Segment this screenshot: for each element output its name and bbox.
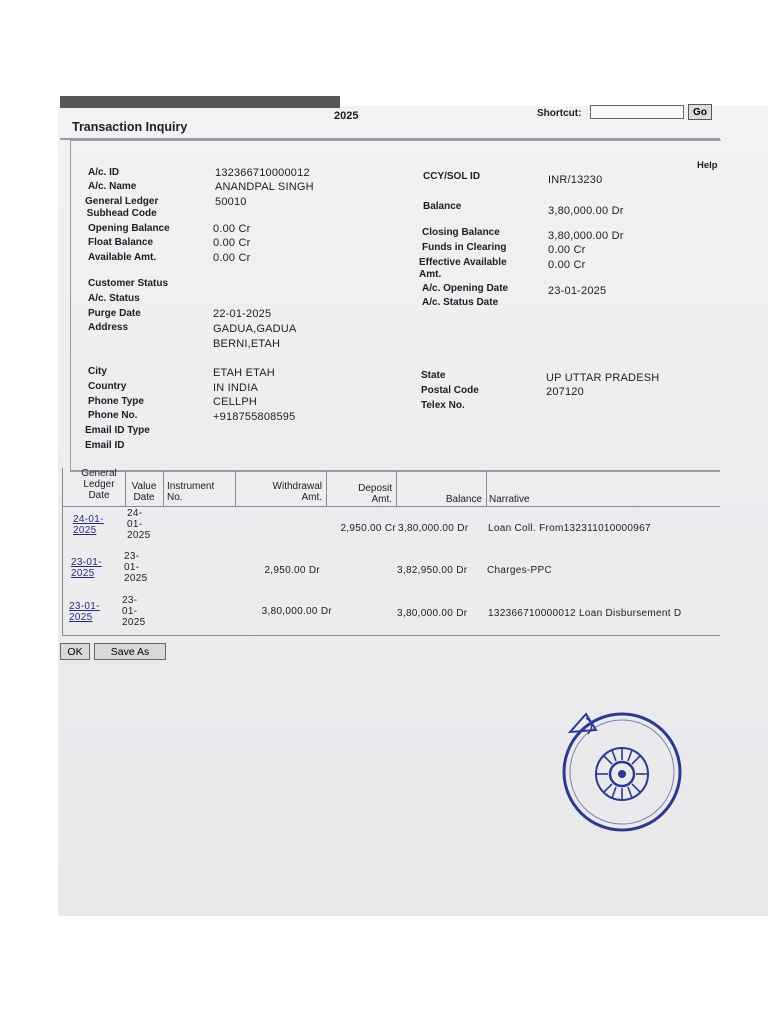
value-funds-in-clearing: 0.00 Cr <box>548 244 586 256</box>
withdrawal-amt: 2,950.00 Dr <box>264 565 320 576</box>
value-closing-balance: 3,80,000.00 Dr <box>548 230 624 242</box>
balance-amt: 3,82,950.00 Dr <box>397 565 468 576</box>
label-phone-type: Phone Type <box>88 396 144 407</box>
menu-bar-strip <box>60 96 340 108</box>
value-balance: 3,80,000.00 Dr <box>548 205 624 217</box>
help-link[interactable]: Help <box>697 160 718 171</box>
balance-amt: 3,80,000.00 Dr <box>397 608 468 619</box>
label-ac-name: A/c. Name <box>88 181 137 192</box>
label-available-amt: Available Amt. <box>88 252 157 263</box>
label-email-id-type: Email ID Type <box>85 425 150 436</box>
col-header-value-date: Value Date <box>131 481 157 503</box>
col-header-balance: Balance <box>445 494 482 505</box>
ok-button[interactable]: OK <box>60 643 90 660</box>
value-state: UP UTTAR PRADESH <box>546 372 660 384</box>
col-header-instrument: Instrument No. <box>167 481 215 503</box>
label-gl-subhead: General Ledger Subhead Code <box>85 196 159 219</box>
bank-seal-stamp-icon <box>556 706 686 836</box>
gl-date-link[interactable]: 23-01- 2025 <box>69 601 100 623</box>
label-postal-code: Postal Code <box>421 385 479 396</box>
table-top-border <box>70 470 720 472</box>
header-date: 2025 <box>334 110 359 122</box>
label-balance: Balance <box>423 201 462 212</box>
value-postal-code: 207120 <box>546 386 584 398</box>
label-float-balance: Float Balance <box>88 237 154 248</box>
label-effective-available: Effective Available Amt. <box>419 257 507 280</box>
col-header-narrative: Narrative <box>489 494 530 505</box>
deposit-amt: 2,950.00 Cr <box>340 523 396 534</box>
value-available-amt: 0.00 Cr <box>213 252 251 264</box>
label-telex-no: Telex No. <box>421 400 465 411</box>
value-float-balance: 0.00 Cr <box>213 237 251 249</box>
col-header-deposit: Deposit Amt. <box>358 483 392 505</box>
label-funds-in-clearing: Funds in Clearing <box>422 242 507 253</box>
value-phone-no: +918755808595 <box>213 411 296 423</box>
gl-date-link[interactable]: 24-01- 2025 <box>73 514 104 536</box>
account-details-panel <box>70 140 721 471</box>
value-opening-balance: 0.00 Cr <box>213 223 251 235</box>
label-ac-opening-date: A/c. Opening Date <box>422 283 509 294</box>
value-country: IN INDIA <box>213 382 258 394</box>
label-ac-id: A/c. ID <box>88 167 120 178</box>
value-date: 23- 01- 2025 <box>124 551 148 584</box>
label-phone-no: Phone No. <box>88 410 138 421</box>
value-city: ETAH ETAH <box>213 367 275 379</box>
value-date: 23- 01- 2025 <box>122 595 146 628</box>
label-city: City <box>88 366 107 377</box>
balance-amt: 3,80,000.00 Dr <box>398 523 469 534</box>
narrative: 132366710000012 Loan Disbursement D <box>488 608 682 619</box>
label-closing-balance: Closing Balance <box>422 227 500 238</box>
label-ac-status: A/c. Status <box>88 293 140 304</box>
withdrawal-amt: 3,80,000.00 Dr <box>261 606 332 617</box>
label-email-id: Email ID <box>85 440 125 451</box>
value-ac-opening-date: 23-01-2025 <box>548 285 607 297</box>
gl-date-link[interactable]: 23-01- 2025 <box>71 557 102 579</box>
value-date: 24- 01- 2025 <box>127 508 151 541</box>
shortcut-label: Shortcut: <box>537 108 582 119</box>
shortcut-input[interactable] <box>590 105 684 119</box>
save-as-button[interactable]: Save As <box>94 643 166 660</box>
value-effective-available: 0.00 Cr <box>548 259 586 271</box>
narrative: Charges-PPC <box>487 565 552 576</box>
go-button[interactable]: Go <box>688 104 712 120</box>
label-ac-status-date: A/c. Status Date <box>422 297 499 308</box>
narrative: Loan Coll. From132311010000967 <box>488 523 651 534</box>
value-purge-date: 22-01-2025 <box>213 308 272 320</box>
label-customer-status: Customer Status <box>88 278 169 289</box>
label-purge-date: Purge Date <box>88 308 141 319</box>
value-gl-subhead: 50010 <box>215 196 247 208</box>
value-ac-name: ANANDPAL SINGH <box>215 181 314 193</box>
col-header-gl-date: General Ledger Date <box>81 468 117 501</box>
label-address: Address <box>88 322 129 333</box>
value-ac-id: 132366710000012 <box>215 167 310 179</box>
col-header-withdrawal: Withdrawal Amt. <box>272 481 322 503</box>
value-address: GADUA,GADUA BERNI,ETAH <box>213 323 297 350</box>
value-ccy-sol-id: INR/13230 <box>548 174 603 186</box>
label-state: State <box>421 370 446 381</box>
page-title: Transaction Inquiry <box>72 120 188 134</box>
label-ccy-sol-id: CCY/SOL ID <box>423 171 481 182</box>
label-country: Country <box>88 381 127 392</box>
label-opening-balance: Opening Balance <box>88 223 170 234</box>
value-phone-type: CELLPH <box>213 396 257 408</box>
